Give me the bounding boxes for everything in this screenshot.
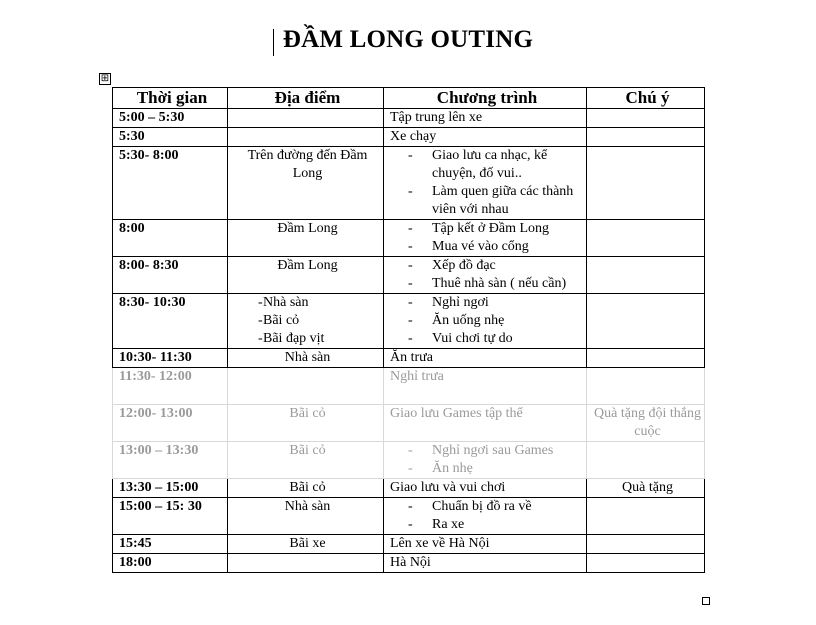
table-row (113, 220, 705, 257)
time-cell[interactable]: 8:00 (113, 220, 228, 257)
table-row (113, 368, 705, 405)
time-cell[interactable]: 5:00 – 5:30 (113, 109, 228, 128)
place-cell[interactable]: Bãi cỏ (228, 442, 384, 479)
note-cell[interactable] (587, 294, 705, 349)
note-cell[interactable] (587, 109, 705, 128)
place-cell[interactable] (228, 554, 384, 573)
place-cell[interactable] (228, 128, 384, 147)
list-item: - Chuẩn bị đồ ra về (390, 498, 584, 516)
header-note[interactable]: Chú ý (587, 88, 705, 109)
header-time[interactable]: Thời gian (113, 88, 228, 109)
program-cell[interactable] (384, 257, 587, 294)
place-cell[interactable] (228, 109, 384, 128)
program-cell[interactable]: Hà Nội (384, 554, 587, 573)
time-cell[interactable]: 15:45 (113, 535, 228, 554)
table-row (113, 147, 705, 220)
table-row (113, 109, 705, 128)
list-item: - Làm quen giữa các thành viên với nhau (390, 183, 584, 219)
program-cell[interactable]: Ăn trưa (384, 349, 587, 368)
table-row (113, 349, 705, 368)
note-cell[interactable] (587, 147, 705, 220)
list-item: - Nghỉ ngơi sau Games (390, 442, 584, 460)
list-item: - Ăn uống nhẹ (390, 312, 584, 330)
note-cell[interactable] (587, 368, 705, 405)
list-item: - Giao lưu ca nhạc, kể chuyện, đố vui.. (390, 147, 584, 183)
time-cell[interactable]: 11:30- 12:00 (113, 368, 228, 405)
table-row (113, 294, 705, 349)
program-cell[interactable]: Xe chạy (384, 128, 587, 147)
place-cell[interactable]: Bãi cỏ (228, 479, 384, 498)
list-item: - Ăn nhẹ (390, 460, 584, 478)
note-cell[interactable]: Quà tặng (587, 479, 705, 498)
note-cell[interactable] (587, 128, 705, 147)
time-cell[interactable]: 13:00 – 13:30 (113, 442, 228, 479)
list-item: - Bãi cỏ (234, 312, 381, 330)
place-cell[interactable] (228, 368, 384, 405)
header-place[interactable]: Địa điểm (228, 88, 384, 109)
note-cell[interactable] (587, 442, 705, 479)
program-cell[interactable]: Giao lưu Games tập thể (384, 405, 587, 442)
place-cell[interactable] (228, 294, 384, 349)
time-cell[interactable]: 10:30- 11:30 (113, 349, 228, 368)
place-cell[interactable]: Nhà sàn (228, 349, 384, 368)
time-cell[interactable]: 13:30 – 15:00 (113, 479, 228, 498)
note-cell[interactable] (587, 535, 705, 554)
table-move-handle-icon[interactable]: ⊞ (100, 73, 110, 84)
table-row (113, 128, 705, 147)
list-item: - Vui chơi tự do (390, 330, 584, 348)
list-item: - Mua vé vào cổng (390, 238, 584, 256)
table-row (113, 257, 705, 294)
note-cell[interactable] (587, 349, 705, 368)
table-row (113, 498, 705, 535)
table-row (113, 479, 705, 498)
table-row (113, 405, 705, 442)
list-item: - Bãi đạp vịt (234, 330, 381, 348)
note-cell[interactable] (587, 257, 705, 294)
program-cell[interactable]: Giao lưu và vui chơi (384, 479, 587, 498)
table-row (113, 554, 705, 573)
place-cell[interactable]: Bãi cỏ (228, 405, 384, 442)
table-resize-handle[interactable] (702, 597, 710, 605)
header-row (113, 88, 705, 109)
schedule-table (112, 87, 705, 573)
document-title: ĐẦM LONG OUTING (282, 26, 534, 53)
note-cell[interactable] (587, 554, 705, 573)
header-program[interactable]: Chương trình (384, 88, 587, 109)
list-item: - Xếp đồ đạc (390, 257, 584, 275)
note-cell[interactable]: Quà tặng đội thắng cuộc (587, 405, 705, 442)
note-cell[interactable] (587, 220, 705, 257)
list-item: - Nghỉ ngơi (390, 294, 584, 312)
place-cell[interactable]: Nhà sàn (228, 498, 384, 535)
program-cell[interactable]: Tập trung lên xe (384, 109, 587, 128)
time-cell[interactable]: 8:00- 8:30 (113, 257, 228, 294)
program-cell[interactable] (384, 442, 587, 479)
table-row (113, 442, 705, 479)
program-cell[interactable] (384, 294, 587, 349)
time-cell[interactable]: 5:30 (113, 128, 228, 147)
time-cell[interactable]: 8:30- 10:30 (113, 294, 228, 349)
time-cell[interactable]: 18:00 (113, 554, 228, 573)
program-cell[interactable]: Lên xe về Hà Nội (384, 535, 587, 554)
program-cell[interactable]: Nghỉ trưa (384, 368, 587, 405)
place-cell[interactable]: Bãi xe (228, 535, 384, 554)
list-item: - Thuê nhà sàn ( nếu cần) (390, 275, 584, 293)
place-cell[interactable]: Đầm Long (228, 257, 384, 294)
place-cell[interactable]: Đầm Long (228, 220, 384, 257)
program-cell[interactable] (384, 147, 587, 220)
note-cell[interactable] (587, 498, 705, 535)
program-cell[interactable] (384, 498, 587, 535)
time-cell[interactable]: 12:00- 13:00 (113, 405, 228, 442)
time-cell[interactable]: 15:00 – 15: 30 (113, 498, 228, 535)
table-row (113, 535, 705, 554)
program-cell[interactable] (384, 220, 587, 257)
list-item: - Tập kết ở Đầm Long (390, 220, 584, 238)
time-cell[interactable]: 5:30- 8:00 (113, 147, 228, 220)
list-item: - Ra xe (390, 516, 584, 534)
list-item: - Nhà sàn (234, 294, 381, 312)
place-cell[interactable]: Trên đường đến Đầm Long (228, 147, 384, 220)
